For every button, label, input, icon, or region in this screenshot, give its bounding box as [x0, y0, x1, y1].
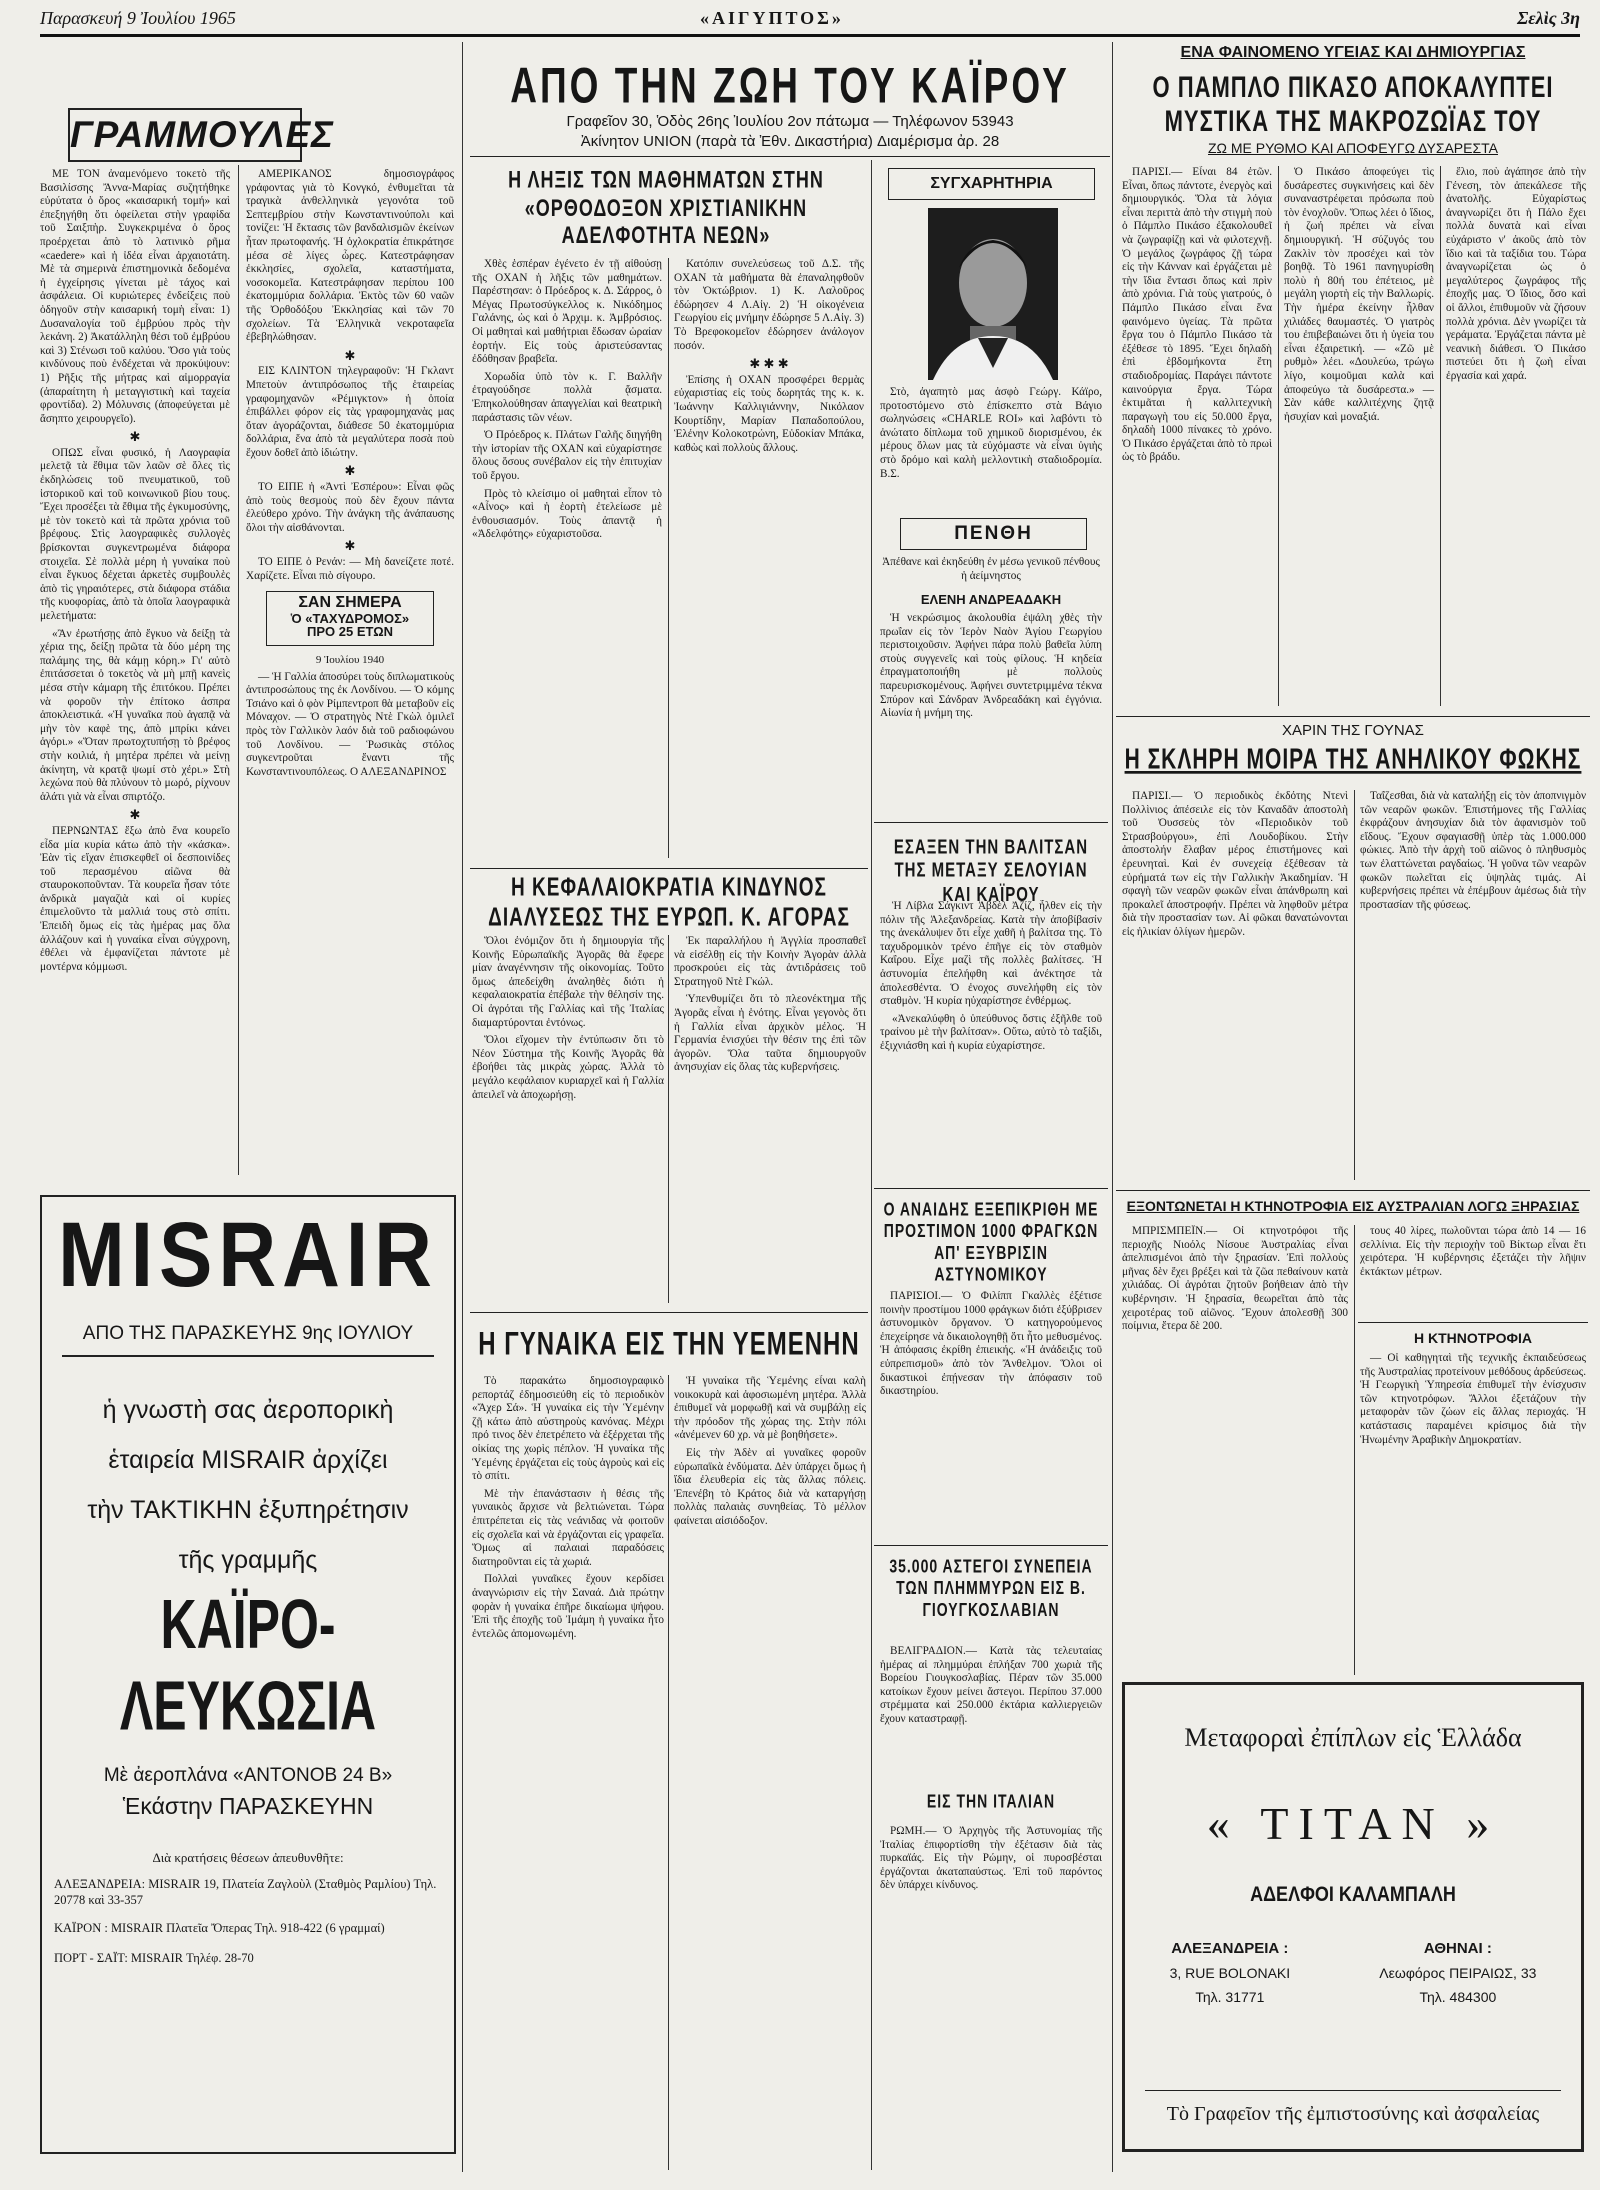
article-text: Ἐπίσης ἡ ΟΧΑΝ προσφέρει θερμὰς εὐχαριστίας εἰς τοὺς δωρητάς της κ. κ. Ἰωάννην Καλλιγιάννην, Νικόλαον Κουρτίδην, Μαρίαν Παπαδοπούλου, Ἑλένην Κολοκοτρώνη, Εὐδοκίαν Μπάκα, καθὼς καὶ πολλοὺς ἄλλους. [674, 373, 864, 454]
australia-column-1: ΜΠΡΙΣΜΠΕΪΝ.— Οἱ κτηνοτρόφοι τῆς περιοχῆς Νιοόλς Νίσουε Ἀυστραλίας εἶναι ἀπελπισμένοι ἀπὸ τὴν ξηρασίαν. Ἐπὶ πολλοὺς μῆνας δὲν ἔχει βρέξει καὶ τὰ ζῶα πεθαίνουν κατὰ χιλιάδας. Οἱ ἀγρόται ζητοῦν βοήθειαν ἀπὸ τὴν κυβέρνησιν. Ἡ ξηρασία, θεωρεῖται ἀπὸ τὰς χειροτέρας τοῦ αἰῶνος. Ἔχουν ἀπολεσθῇ 300 ποίμνια, ἕτερα δὲ 200. [1122, 1225, 1348, 1333]
page-number: Σελὶς 3η [1517, 8, 1580, 28]
titan-ath-address: Λεωφόρος ΠΕΙΡΑΙΩΣ, 33 [1379, 1965, 1537, 1981]
column-rule [1278, 166, 1279, 706]
article-text: Ἡ γυναίκα τῆς Ὑεμένης εἶναι καλὴ νοικοκυρὰ καὶ ἀφοσιωμένη μητέρα. Ἀλλὰ ἐπιθυμεῖ νὰ μορφωθῇ καὶ νὰ συμβάλῃ εἰς τὴν πρόοδον τῆς χώρας της. Στὴν πόλι «ἀνέμενεν 60 χρ. νὰ μὲ βοηθήσετε». [674, 1375, 866, 1442]
article-text: ΤΟ ΕΙΠΕ ὁ Ρενάν: — Μὴ δανείζετε ποτέ. Χαρίζετε. Εἶναι πιὸ σίγουρο. [246, 556, 454, 582]
separator-star: ✱ [344, 463, 356, 479]
misrair-line-1: ἡ γνωστὴ σας ἀεροπορικὴ [102, 1396, 394, 1424]
picasso-column-1: ΠΑΡΙΣΙ.— Εἶναι 84 ἐτῶν. Εἶναι, ὅπως πάντοτε, ἐνεργὸς καὶ δημιουργικός. Ὅλα τὰ λόγια εἶναι περιττὰ ἀπὸ τὴν στιγμὴ ποὺ ὁ Πάμπλο Πικάσο ἐξακολουθεῖ νὰ ζωγραφίζῃ καὶ νὰ φιλοτεχνῇ. Ὁ μεγάλος ζωγράφος ζῇ τώρα εἰς τὴν Κάνναν καὶ ἐργάζεται μὲ τὴν ἴδια ἔντασι ὅπως καὶ πρὶν ἀπὸ χρόνια. Γιὰ τοὺς γιατρούς, ὁ Πάμπλο Πικάσο εἶναι ἕνα φαινόμενο ὑγείας. Τὰ πρῶτα ἔργα του ὁ Πάμπλο Πικάσο τὰ ἐξέθεσε τὸ 1895. Ἔχει δηλαδὴ ἐπὶ ἑβδομήκοντα ἔτη σταδιοδρομίας. Παράγει πάντοτε καινούργια ἔργα. Τώρα ἐκτιμᾶται ἡ καλλιτεχνικὴ παραγωγὴ του εἰς 50.000 ἔργα, δηλαδὴ 1000 πίνακες τὸ χρόνο. Ὁ Πικάσο ἐργάζεται ἀπὸ τὸ πρωὶ ὡς τὸ βράδυ. [1122, 166, 1272, 464]
article-text: Τὸ παρακάτω δημοσιογραφικὸ ρεπορτάζ ἐδημοσιεύθη εἰς τὸ περιοδικὸν «Ἄχερ Σά». Ἡ γυναίκα εἰς τὴν Ὑεμένην ζῇ κάτω ἀπὸ αὐστηροὺς κανόνας. Μέχρι πρό τινος δὲν ἐπετρέπετο νὰ ἐξέρχεται τῆς οἰκίας της χωρὶς πέπλον. Ἡ γυναίκα τῆς Ὑεμένης ἐργάζεται εἰς τοὺς ἀγροὺς καὶ εἰς τὸ σπίτι. [472, 1375, 664, 1483]
titan-advertisement [1122, 1682, 1584, 2152]
epimorfi-headline: Ο ΑΝΑΙΔΗΣ ΕΞΕΠΙΚΡΙΘΗ ΜΕ ΠΡΟΣΤΙΜΟΝ 1000 ΦΡΑΓΚΩΝ ΑΠ' ΕΞΥΒΡΙΣΙΝ ΑΣΤΥΝΟΜΙΚΟΥ [883, 1198, 1099, 1285]
picasso-column-2: Ὁ Πικάσο ἀποφεύγει τὶς δυσάρεστες συγκινήσεις καὶ δὲν συναναστρέφεται πρόσωπα ποὺ τὸν ἐνοχλοῦν. Ὅπως λέει ὁ ἴδιος, ἡ ζωή πρέπει νὰ εἶναι δημιουργική. Ἡ σύζυγός του Ζακλὶν τὸν προσέχει καὶ τὸν βοηθᾷ. Τὸ 1961 πανηγυρίσθη πολὺ ἡ 80ή του ἐπέτειος, μὲ μεγάλη γιορτὴ εἰς τὴν Βαλλωρίς. Τὴν ἡμέρα ἐκείνην ἦλθαν χιλιάδες θαυμαστές. Ὁ γιατρὸς του ἐπιβεβαιώνει ὅτι ἡ ὑγεία του εἶναι ἐξαιρετική. — «Ζῶ μὲ ρυθμὸ» λέει. «Δουλεύω, τρώγω λίγο, κοιμοῦμαι καλὰ καὶ ἀποφεύγω τὰ δυσάρεστα.» — Σὰν κάθε καλλιτέχνης ζητᾷ ἡσυχίαν καὶ μοναξιά. [1284, 166, 1434, 423]
column-rule [1354, 1225, 1355, 1675]
article-text: — Ἡ Γαλλία ἀποσύρει τοὺς διπλωματικοὺς ἀντιπροσώπους της ἐκ Λονδίνου. — Ὁ κόμης Τσιάνο καὶ ὁ φὸν Ρίμπεντροπ θὰ μεταβοῦν εἰς Μόναχον. — Ὁ στρατηγὸς Ντὲ Γκὼλ ὁμιλεῖ πρὸς τὸν Γαλλικὸν λαόν διὰ τοῦ ραδιοφώνου τοῦ Λονδίνου. — Ῥωσικὰς στόλος συγκεντροῦται ἔναντι τῆς Κωνσταντινουπόλεως. Ο ΑΛΕΞΑΝΔΡΙΝΟΣ [246, 670, 454, 778]
newspaper-name: «ΑΙΓΥΠΤΟΣ» [700, 8, 844, 28]
separator-star: ✱ [129, 807, 141, 823]
titan-alex-city: ΑΛΕΞΑΝΔΡΕΙΑ : [1171, 1940, 1289, 1957]
yemen-rule-top [470, 1312, 868, 1313]
article-text: Πολλαὶ γυναῖκες ἔχουν κερδίσει ἀναγνώρισιν εἰς τὴν Σαναά. Διὰ πρώτην φορὰν ἡ γυναίκα ἐπῆρε δικαίωμα ψήφου. Ἐπὶ τῆς ἐποχῆς τοῦ Ἰμάμη ἡ γυναίκα ἦτο ἐντελῶς ἀπομονωμένη. [472, 1573, 664, 1640]
penthi-text: Ἡ νεκρώσιμος ἀκολουθία ἐψάλη χθὲς τὴν πρωΐαν εἰς τὸν Ἱερὸν Ναὸν Ἁγίου Γεωργίου περιστοιχοῦσιν. Ἀφήνει πάρα πολὺ βαθεῖα λύπη στοὺς συγγενεῖς καὶ τοὺς φίλους. Ἡ κηδεία ἐπραγματοποιήθη μὲ πολλοὺς παρευρισκομένους. Ἀφήνει συντετριμμένα τέκνα Σπύρον καὶ Σάνδραν Ἀνδρεαδάκη καὶ ἐγγόνια. Αἰωνία ἡ μνήμη της. [880, 612, 1102, 720]
portrait-silhouette [928, 208, 1058, 380]
article-text: Ἐκ παραλλήλου ἡ Ἀγγλία προσπαθεῖ νὰ εἰσέλθῃ εἰς τὴν Κοινὴν Ἀγορὰν ἀλλὰ προσκρούει εἰς τὰς ἀντιδράσεις τοῦ Στρατηγοῦ Ντὲ Γκώλ. [674, 935, 866, 988]
cairo-section-title: ΑΠΟ ΤΗΝ ΖΩΗ ΤΟΥ ΚΑΪΡΟΥ [510, 58, 1070, 114]
ktino-rule-top [1358, 1322, 1588, 1323]
article-text: Εἰς τὴν Ἀδὲν αἱ γυναῖκες φοροῦν εὐρωπαϊκὰ ἐνδύματα. Δὲν ὑπάρχει ὅμως ἡ ἴδια ἐλευθερία εἰς τὰς ἄλλας πόλεις. Ἐπενέβη τὸ Κράτος διὰ νὰ καταργήσῃ πολλὰς παλαιὰς συνηθείας. Τὸ μέλλον φαίνεται αἰσιόδοξον. [674, 1446, 866, 1527]
epimorfi-rule-top [874, 1188, 1108, 1189]
san-simera-box [266, 591, 434, 646]
esaxe-rule-top [874, 822, 1108, 823]
misrair-line-3: τὴν ΤΑΚΤΙΚΗΝ ἐξυπηρέτησιν [87, 1496, 409, 1524]
yemen-column-1 [472, 1375, 664, 2170]
separator-star: ✱ ✱ ✱ [749, 356, 789, 372]
titan-alex-phone: Τηλ. 31771 [1195, 1989, 1265, 2005]
issue-date: Παρασκευή 9 Ἰουλίου 1965 [40, 8, 236, 28]
yemen-headline: Η ΓΥΝΑΙΚΑ ΕΙΣ ΤΗΝ ΥΕΜΕΝΗΝ [478, 1326, 860, 1363]
foka-headline: Η ΣΚΛΗΡΗ ΜΟΙΡΑ ΤΗΣ ΑΝΗΛΙΚΟΥ ΦΩΚΗΣ [1124, 744, 1582, 776]
article-text: ΕΙΣ ΚΛΙΝΤΟΝ τηλεγραφοῦν: Ἡ Γκλαντ Μπετοὺν ἀντιπρόσωπος τῆς ἑταιρείας γραφομηχανῶν «Ρέμιγκτον» ἡ ὁποία ἐπιβάλλει φόρον εἰς τὰς γραφομηχανὰς μας ὅταν ἀγοράζονται, διάθεσε 50 ἑκατομμύρια δολλάρια, ἕνα ἀπὸ τὰ μεγαλύτερα ποσὰ ποὺ ἔχουν δοθεῖ ἀπὸ ἰδιώτην. [246, 365, 454, 459]
page-column-rule [462, 42, 463, 2172]
page-header [40, 6, 1580, 37]
article-text: Ὑπενθυμίζει ὅτι τὸ πλεονέκτημα τῆς Ἀγορᾶς εἶναι ἡ ἑνότης. Εἶναι γεγονὸς ὅτι ἡ Γαλλία εἶναι ἀρχικὸν μέλος. Ἡ Γερμανία ἐνισχύει τὴν θέσιν της ἐπὶ τῶν ἀγορῶν. Ὅλα ταῦτα δημιουργοῦν ἀνησυχίαν εἰς ὅλας τὰς κυβερνήσεις. [674, 993, 866, 1074]
esaxe-text [880, 900, 1102, 1180]
penthi-title: ΠΕΝΘΗ [954, 523, 1033, 544]
penthi-intro: Ἀπέθανε καὶ ἐκηδεύθη ἐν μέσω γενικοῦ πένθους ἡ ἀείμνηστος [882, 556, 1100, 582]
picasso-kicker: ΕΝΑ ΦΑΙΝΟΜΕΝΟ ΥΓΕΙΑΣ ΚΑΙ ΔΗΜΙΟΥΡΓΙΑΣ [1180, 44, 1526, 61]
misrair-route: ΚΑΪΡΟ-ΛΕΥΚΩΣΙΑ [119, 1585, 377, 1745]
san-simera-subtitle: Ὁ «ΤΑΧΥΔΡΟΜΟΣ» ΠΡΟ 25 ΕΤΩΝ [290, 610, 410, 640]
column-rule [238, 165, 239, 1175]
article-text: Μὲ τὴν ἐπανάστασιν ἡ θέσις τῆς γυναικὸς ἄρχισε νὰ βελτιώνεται. Τώρα ἐπιτρέπεται εἰς τὰς νεάνιδας νὰ φοιτοῦν εἰς σχολεῖα καὶ νὰ ἐργάζονται εἰς γραφεῖα. Ὅμως αἱ παλαιαὶ παραδόσεις διατηροῦνται εἰς τὰ χωριά. [472, 1487, 664, 1568]
cairo-address-line-2: Ἀκίνητον UNION (παρὰ τὰ Ἐθν. Δικαστήρια) Διαμέρισμα ἀρ. 28 [580, 133, 1000, 150]
column-rule [1440, 166, 1441, 706]
italia-text: ΡΩΜΗ.— Ὁ Ἀρχηγὸς τῆς Ἀστυνομίας τῆς Ἰταλίας ἐπιφορτίσθη τὴν ἐξέτασιν διὰ τὰς πυρκαϊάς. Εἰς τὴν Ρώμην, οἱ πυροσβέσται ἐργάζονται ἀκαταπαύστως. Ἐπὶ τοῦ παρόντος δὲν ὑπάρχει κίνδυνος. [880, 1825, 1102, 1892]
titan-athens [1379, 1937, 1536, 2009]
cairo-title-rule [470, 156, 1110, 157]
titan-alexandria [1170, 1937, 1291, 2009]
kefal-headline: Η ΚΕΦΑΛΑΙΟΚΡΑΤΙΑ ΚΙΝΔΥΝΟΣ ΔΙΑΛΥΣΕΩΣ ΤΗΣ ΕΥΡΩΠ. Κ. ΑΓΟΡΑΣ [488, 874, 850, 932]
grammoules-column-1 [40, 168, 230, 1173]
cairo-address-line-1: Γραφεῖον 30, Ὁδὸς 26ης Ἰουλίου 2ον πάτωμα — Τηλέφωνον 53943 [566, 113, 1014, 130]
synch-title-box [888, 168, 1095, 200]
article-text: ΟΠΩΣ εἶναι φυσικό, ἡ Λαογραφία μελετᾷ τὰ ἔθιμα τῶν λαῶν σὲ ὅλες τὶς ἐκδηλώσεις τοῦ πνευματικοῦ, τοῦ ἱστορικοῦ καὶ τοῦ κοινωνικοῦ βίου τους. Ἔχει προσέξει τὰ ἔθιμα τῆς ἐγκυμοσύνης, μὲ τὸν τοκετὸ καὶ τὰ πρῶτα χρόνια τοῦ βρέφους. Στὶς λαογραφικὲς συλλογὲς βρίσκονται συγκεντρωμένα διάφορα στοιχεῖα. Σὲ πολλὰ μέρη ἡ γυναίκα ποὺ εἶναι ἔγκυος δέχεται ἀρκετὲς συμβουλὲς ἀπὸ τὶς γηραιότερες, στὰ διάφορα στάδια τῆς κυοφορίας, ἀπὸ τὰ ὁποῖα λαογραφικὰ μελετήματα: [40, 446, 230, 622]
picasso-subhead: ΖΩ ΜΕ ΡΥΘΜΟ ΚΑΙ ΑΠΟΦΕΥΓΩ ΔΥΣΑΡΕΣΤΑ [1207, 140, 1498, 156]
article-text: ΑΜΕΡΙΚΑΝΟΣ δημοσιογράφος γράφοντας γιὰ τὸ Κονγκό, ἐνθυμεῖται τὰ τραγικὰ ἀνθελληνικὰ γεγονότα τοῦ Σεπτεμβρίου στὴν Κωνσταντινούπολι καὶ τονίζει: Ἡ ἔκτασις τῶν βανδαλισμῶν ἐκείνων ἦταν πρωτοφανής. Ἡ ὀχλοκρατία ἐπικράτησε μέσα σὲ λίγες ὧρες. Κατεστράφησαν ἐκκλησίες, σχολεῖα, καταστήματα, νοσοκομεῖα. Κατεστράφησαν περίπου 100 ἐκατομμύρια δολλάρια. Ἐκτὸς τῶν 60 ναῶν τῆς Ὀρθοδόξου Ἐκκλησίας καὶ τῶν 70 σχολείων. Τὰ Ἑλληνικὰ νεκροταφεῖα ἐβεβηλώθησαν. [246, 168, 454, 344]
australia-column-2: τους 40 λίρες, πωλοῦνται τώρα ἀπὸ 14 — 16 σελλίνια. Εἰς τὴν περιοχὴν τοῦ Βίκτωρ εἶναι ἔτι χειρότερα. Ἡ κυβέρνησις ἐξετάζει τὴν λῆψιν ἐκτάκτων μέτρων. [1360, 1225, 1586, 1278]
article-text: ΠΕΡΝΩΝΤΑΣ ἔξω ἀπὸ ἕνα κουρεῖο εἶδα μία κυρία κάτω ἀπὸ τὴν «κάσκα». Ἐὰν τὶς εἴχαν ἐπισκεφθεῖ οἱ δεσποινίδες τοῦ περασμένου αἰῶνα θὰ σταυροκοποῦνταν. Τὰ κουρεῖα ἦσαν τότε ἀνδρικὰ μαγαζιὰ καὶ οἱ κυρίες ἐπιμελοῦντο τὰ μαλλιά τους στὸ σπίτι. Ἐπειδὴ ὅμως εἰς τὰς ἡμέρας μας ὅλα ἀλλάζουν καὶ ἡ γυναίκα εἶναι σύγχρονη, ἐθέλει νὰ ἐμφανίζεται πάντοτε μὲ μοντέρνα κόμμωσι. [40, 824, 230, 973]
kefal-rule-top [470, 868, 868, 869]
article-text: ΜΕ ΤΟΝ ἀναμενόμενο τοκετὸ τῆς Βασιλίσσης Ἄννα-Μαρίας συζητήθηκε εὐρύτατα ὁ ὅρος «καισαρική τομή» καὶ ἐπεξηγήθη ὅτι ὀφείλεται στὴν γραφίδα τοῦ Σαιξπὴρ. Συγκεκριμένα ὁ ὅρος προέρχεται ἀπὸ τὸ λατινικὸ ρῆμα «caedere» καὶ ἡ ἰδέα εἶναι ἀρχαιοτάτη. Μὲ τὰ σημερινὰ ἐπιστημονικὰ δεδομένα ἡ ἐγχείρησις γίνεται μὲ τάχος καὶ ἀσφάλεια. Οἱ κυριώτερες ἐνδείξεις ποὺ ὁδηγοῦν στὴν καισαρική τομὴ εἶναι: 1) Δυσαναλογία τοῦ ἐμβρύου πρὸς τὴν λεκάνη. 2) Ἀκατάλληλη θέσι τοῦ ἐμβρύου καὶ 3) Στένωσι τοῦ καλύου. Ὅσο γιὰ τοὺς κινδύνους ποὺ ἐνδέχεται νὰ προκύψουν: 1) Ρῆξις τῆς μήτρας καὶ αἱμορραγία (ἀπαραίτητη ἡ μεταγγιστικὴ καὶ ταχεία φροντίδα). 2) Μόλυνσις (ἀποφεύγεται μὲ ἄσηπτο χειρουργεῖο). [40, 168, 230, 425]
foka-kicker: ΧΑΡΙΝ ΤΗΣ ΓΟΥΝΑΣ [1282, 722, 1424, 739]
article-text: ΤΟ ΕΙΠΕ ἡ «Ἀντὶ Ἐσπέρου»: Εἶναι φῶς ἀπὸ τοὺς θεσμοὺς ποὺ δὲν ἔχουν πάντα ἐλεύθερο χρόνο. Τὴν ἀνάγκη τῆς ἀνάπαυσης ὅλοι τὴν αἰσθάνονται. [246, 481, 454, 534]
grammoules-title: ΓΡΑΜΜΟΥΛΕΣ [70, 114, 334, 155]
article-text: Ἡ Λίβλα Σάγκιντ Ἀβδὲλ Ἀζίζ, ἦλθεν εἰς τὴν πόλιν τῆς Ἀλεξανδρείας. Κατὰ τὴν ἀποβίβασίν της ἀνεκάλυψεν ὅτι εἶχε χαθῆ ἡ βαλίτσα της. Τὸ ταχυδρομικὸν τρένο ἐπῆγε εἰς τὸν σταθμὸν Καΐρου. Εἶχε μαζὶ τῆς πολλὲς βαλίτσες. Ἡ ἀστυνομία ἐπελήφθη καὶ ἀνέκτησε τὰ ἀπολεσθέντα. Ὁ ἐνοχος συνελήφθη εἰς τὸν σταθμὸν. Ἡ κυρία ηὐχαρίστησε ἐνθέρμως. [880, 900, 1102, 1008]
misrair-contact-intro: Διὰ κρατήσεις θέσεων ἀπευθυνθῆτε: [152, 1850, 344, 1865]
san-simera-date: 9 Ἰουλίου 1940 [315, 654, 385, 666]
article-text: Κατόπιν συνελεύσεως τοῦ Δ.Σ. τῆς ΟΧΑΝ τὰ μαθήματα θὰ ἐπαναληφθοῦν τὸν Ὀκτώβριον. 1) Κ. Λαλοῦρος ἐδώρησεν 4 Λ.Αἰγ. 2) Ἡ οἰκογένεια Γεωργίου εἰς μνήμην ἐδώρησε 5 Λ.Αἰγ. 3) Τὸ Βρεφοκομεῖον ἐδώρησεν ἀνάλογον ποσόν. [674, 258, 864, 352]
separator-star: ✱ [344, 347, 356, 363]
astegoi-rule-top [874, 1545, 1108, 1546]
titan-intro: Μεταφοραὶ ἐπίπλων εἰς Ἑλλάδα [1184, 1723, 1522, 1752]
misrair-cairo: ΚΑΪΡΟΝ : MISRAIR Πλατεῖα Ὄπερας Τηλ. 918-422 (6 γραμμαί) [54, 1921, 385, 1935]
yemen-column-2 [674, 1375, 866, 2170]
penthi-name: ΕΛΕΝΗ ΑΝΔΡΕΑΔΑΚΗ [920, 592, 1062, 607]
italia-headline: ΕΙΣ ΤΗΝ ΙΤΑΛΙΑΝ [926, 1790, 1056, 1812]
penthi-title-box [900, 518, 1087, 550]
article-text: Ὅλοι ἐνόμιζον ὅτι ἡ δημιουργία τῆς Κοινῆς Εὐρωπαϊκῆς Ἀγορᾶς θὰ ἔφερε μίαν ἀναγέννησιν τῆς οἰκονομίας. Τοῦτο ὅμως ἀπεδείχθη ἀναληθὲς διότι ἡ κεφαλαιοκρατία ἐπέβαλε τὴν θέλησίν της. Οἱ ἀγρόται τῆς Γαλλίας καὶ τῆς Ἰταλίας διαμαρτύρονται ἐντόνως. [472, 935, 664, 1029]
article-text: «Ἀνεκαλύφθη ὁ ὑπεύθυνος ὅστις ἐξῆλθε τοῦ τραίνου μὲ τὴν βαλίτσαν». Οὕτω, αὐτὸ τὸ ταξίδι, ἐξιχνιάσθη καὶ ἡ κυρία εὐχαρίστησε. [880, 1012, 1102, 1052]
misrair-line-4: τῆς γραμμῆς [178, 1546, 318, 1574]
titan-name: « ΤΙΤΑΝ » [1206, 1798, 1500, 1849]
separator-star: ✱ [344, 538, 356, 554]
grammoules-column-2 [246, 168, 454, 1173]
column-rule [871, 160, 872, 2170]
article-text: Ὅλοι εἴχομεν τὴν ἐντύπωσιν ὅτι τὸ Νέον Σύστημα τῆς Κοινῆς Ἀγορᾶς θὰ ἐβοήθει τὰς μικρὰς χώρας. Ἀλλὰ τὸ μεγάλο κεφάλαιον κυριαρχεῖ καὶ ἡ Γαλλία ἀπειλεῖ νὰ ἀποχωρήσῃ. [472, 1034, 664, 1101]
australia-rule-top [1116, 1190, 1590, 1191]
titan-ath-phone: Τηλ. 484300 [1419, 1989, 1497, 2005]
synch-title: ΣΥΓΧΑΡΗΤΗΡΙΑ [930, 175, 1053, 192]
column-rule [1354, 790, 1355, 1180]
separator-star: ✱ [129, 429, 141, 445]
misrair-port-said: ΠΟΡΤ - ΣΑΪΤ: MISRAIR Τηλέφ. 28-70 [54, 1951, 254, 1965]
epimorfi-text: ΠΑΡΙΣΙΟΙ.— Ὁ Φιλίππ Γκαλλὲς ἐξέτισε ποινὴν προστίμου 1000 φράγκων διότι ἐξύβρισεν ἀστυνομικὸν ὅργανον. Ὁ κατηγορούμενος ἐπεχείρησε νὰ δικαιολογηθῇ ὅτι ἦτο μεθυσμένος. Ἡ ἀπόφασις ἐκρίθη ἐπιεικής. «Ἡ ἀνάδειξις τοῦ εὐπρεπισμοῦ» ἀπὸ τὸν Ἄνθελμον. Ὅλοι οἱ δικαστικοὶ ἐπῄνεσαν τὴν ἀπόφασιν τοῦ δικαστηρίου. [880, 1290, 1102, 1398]
portrait-photo [928, 208, 1058, 380]
article-text: Χθὲς ἑσπέραν ἐγένετο ἐν τῇ αἰθούσῃ τῆς ΟΧΑΝ ἡ λῆξις τῶν μαθημάτων. Παρέστησαν: ὁ Πρόεδρος κ. Δ. Σάρρος, ὁ Μέγας Πρωτοσύγκελλος κ. Νικόδημος Γαλάνης, ὡς καὶ ὁ Ἀρχιμ. κ. Ἀμβρόσιος. Οἱ μαθηταὶ καὶ μαθήτριαι ἔδωσαν ὡραίαν ἑορτήν. Εἰς τοὺς ἀριστεύσαντας ἐδόθησαν βραβεῖα. [472, 258, 662, 366]
foka-column-2: Ταΐζεσθαι, διὰ νὰ καταλήξῃ εἰς τὸν ἀποπνιγμὸν τῶν νεαρῶν φωκῶν. Ἐπιστήμονες τῆς Γαλλίας ἐκφράζουν ἀνησυχίαν διὰ τὸν ἀφανισμὸν τοῦ εἴδους. Ἔχουν σφαγιασθῇ ὑπὲρ τὰς 1.000.000 φώκιες. Ἀπὸ τὴν ἀρχὴ τοῦ αἰῶνος ὁ πληθυσμὸς των ἐλαττώνεται ραγδαίως. Ἡ γοῦνα τῶν νεαρῶν φωκῶν πωλεῖται εἰς ὑψηλὰς τιμάς. Αἱ κυβερνήσεις πρέπει νὰ ἐπέμβουν ἀμέσως διὰ τὴν προστασίαν τῆς φύσεως. [1360, 790, 1586, 911]
titan-alex-address: 3, RUE BOLONAKI [1169, 1965, 1291, 1981]
titan-footer: Τὸ Γραφεῖον τῆς ἐμπιστοσύνης καὶ ἀσφαλείας [1166, 2103, 1540, 2125]
column-rule [668, 258, 669, 858]
synch-text: Στὸ, ἀγαπητὸ μας ἀσφὸ Γεώργ. Κάϊρο, προτοστόμενο στὸ ἐπίσκεπτο στὰ Βάγιο σωληνώσεις «CHARLE ROI» καὶ λαβόντι τὸ ἀνώτατο δίπλωμα τοῦ χημικοῦ διορισμένου, ἐκ μέρους ὅλων μας τὰ εὐχόμαστε νὰ εἶναι ὑγιὴς στὸ δρόμο καὶ καλὴ μελλοντικὴ σταδιοδρομία. Β.Σ. [880, 386, 1102, 480]
kefal-column-1 [472, 935, 664, 1305]
lixis-column-2 [674, 258, 864, 863]
lixis-column-1 [472, 258, 662, 863]
ktino-headline: Η ΚΤΗΝΟΤΡΟΦΙΑ [1413, 1330, 1533, 1346]
titan-owners: ΑΔΕΛΦΟΙ ΚΑΛΑΜΠΑΛΗ [1250, 1881, 1456, 1906]
titan-footer-rule [1145, 2090, 1561, 2091]
san-simera-title: ΣΑΝ ΣΗΜΕΡΑ [298, 594, 402, 612]
article-text: Πρὸς τὸ κλείσιμο οἱ μαθηταὶ εἶπον τὸ «Αἶνος» καὶ ἡ ἑορτὴ ἐτελείωσε μὲ ἐνθουσιασμόν. Τοὺς ἀπαντᾷ ἡ «Ἀδελφότης» εὐχαριστοῦσα. [472, 487, 662, 541]
misrair-frequency: Ἑκάστην ΠΑΡΑΣΚΕΥΗΝ [122, 1793, 374, 1819]
misrair-start-date: ΑΠΟ ΤΗΣ ΠΑΡΑΣΚΕΥΗΣ 9ης ΙΟΥΛΙΟΥ [62, 1323, 434, 1357]
astegoi-text: ΒΕΛΙΓΡΑΔΙΟΝ.— Κατὰ τὰς τελευταίας ἡμέρας αἱ πλημμύραι ἐπλήξαν 700 χωριὰ τῆς Βορείου Γιουγκοσλαβίας. Πέραν τῶν 35.000 κατοίκων ἔχουν μείνει ἄστεγοι. Περίπου 37.000 στρέμματα καὶ 250.000 ἐκτάρια καλλιεργειῶν ἔχουν καταστραφῇ. [880, 1645, 1102, 1725]
misrair-plane: Μὲ ἀεροπλάνα «ΑΝΤΟΝΟΒ 24 Β» [103, 1765, 393, 1786]
column-rule [668, 1375, 669, 2170]
ktino-text: — Οἱ καθηγηταὶ τῆς τεχνικῆς ἐκπαιδεύσεως τῆς Ἀυστραλίας προτείνουν μεθόδους ἀρδεύσεως. Ἡ Γεωργικὴ Ὑπηρεσία ἐπιθυμεῖ τὴν ἐνίσχυσιν τῶν κτηνοτρόφων. Ἄλλοι ἐξετάζουν τὴν μεταφορὰν τῶν ζώων εἰς ἄλλας περιοχάς. Ἡ κατάστασις παραμένει κρίσιμος διὰ τὴν Ἡνωμένην Ἀραβικὴν Δημοκρατίαν. [1360, 1352, 1586, 1446]
misrair-alexandria: ΑΛΕΞΑΝΔΡΕΙΑ: MISRAIR 19, Πλατεία Ζαγλοὺλ (Σταθμὸς Ραμλίου) Τηλ. 20778 καὶ 33-357 [54, 1877, 437, 1907]
esaxe-headline: ΕΣΑΞΕΝ ΤΗΝ ΒΑΛΙΤΣΑΝ ΤΗΣ ΜΕΤΑΞΥ ΣΕΛΟΥΙΑΝ ΚΑΙ ΚΑΪΡΟΥ [893, 836, 1089, 906]
misrair-brand: MISRAIR [58, 1203, 438, 1306]
column-rule [668, 935, 669, 1303]
grammoules-title-box [68, 108, 334, 162]
australia-headline: ΕΞΟΝΤΩΝΕΤΑΙ Η ΚΤΗΝΟΤΡΟΦΙΑ ΕΙΣ ΑΥΣΤΡΑΛΙΑΝ ΛΟΓΩ ΞΗΡΑΣΙΑΣ [1126, 1198, 1580, 1214]
article-text: Ὁ Πρόεδρος κ. Πλάτων Γαλῆς διηγήθη τὴν ἱστορίαν τῆς ΟΧΑΝ καὶ εὐχαρίστησε ὅλους ὅσους συνέβαλον εἰς τὴν ἐπιτυχίαν τοῦ ἔργου. [472, 429, 662, 482]
picasso-column-3: ἔλιο, ποὺ ἀγάπησε ἀπὸ τὴν Γένεση, τὸν ἀπεκάλεσε τῆς ἀνατολῆς. Εὐχαρίστως ἀναγνωρίζει ὅτι ἡ Πάλο ἔχει πολλὰ δυνατὰ καὶ εἶναι εὐχάριστο ν' ἀκοῦς ἀπὸ τὸν ἴδιο καὶ τὰ ταξίδια του. Τώρα ἀναγνωρίζεται ὡς ὁ μεγαλύτερος ζωγράφος τῆς ἐποχῆς μας. Ὁ ἴδιος, ὅσο καὶ οἱ ἄλλοι, ἐπιθυμοῦν νὰ ζήσουν πολλὰ χρόνια. Δὲν γνωρίζει τὰ γεράματα. Ἐργάζεται πάντα μὲ νεανικὴ διάθεσι. Ὁ Πικάσο πιστεύει ὅτι ἡ ζωὴ εἶναι ἐργασία καὶ χαρά. [1446, 166, 1586, 382]
misrair-line-2: ἑταιρεία MISRAIR ἀρχίζει [108, 1446, 388, 1474]
lixis-headline: Η ΛΗΞΙΣ ΤΩΝ ΜΑΘΗΜΑΤΩΝ ΣΤΗΝ «ΟΡΘΟΔΟΞΟΝ ΧΡΙΣΤΙΑΝΙΚΗΝ ΑΔΕΛΦΟΤΗΤΑ ΝΕΩΝ» [508, 166, 824, 249]
misrair-advertisement [40, 1195, 456, 2154]
article-text: «Ἂν ἐρωτήσῃς ἀπὸ ἔγκυο νὰ δείξῃ τὰ χέρια της, δείξῃ πρῶτα τὰ δύο μέρη της παλάμης της, θὰ κάμῃ κόρη.» Γι' αὐτὸ ἐπιτάσσεται ὁ τοκετὸς νὰ μὴ μπῇ κανεὶς μέσα στὴν κάμαρη τῆς ἐπιτόκου. Πρέπει νὰ φοροῦν τὴν ἐπίτοκο ἀσπρα ἀποκλειστικά. «Ἡ γυναῖκα ποὺ ἀγαπᾷ νὰ μὴν τὸν καφὲ της, ἀπὸ μπρίκι κάνει ἀγόρι.» «Ὅταν πρωτοχτυπήσῃ τὸ βρέφος στὴν κοιλιά, ἡ μητέρα πρέπει νὰ μείνῃ ἀκίνητη, νὰ κρατᾷ ψωμί στὸ χέρι.» Στὴ λεχώνα ποὺ θὰ πλύνουν τὸ μωρό, ρίχνουν ἀλάτι γιὰ νὰ εἶναι σπιρτόζο. [40, 627, 230, 803]
kefal-column-2 [674, 935, 866, 1305]
foka-rule-top [1116, 716, 1590, 717]
titan-ath-city: ΑΘΗΝΑΙ : [1423, 1940, 1492, 1957]
picasso-headline: Ο ΠΑΜΠΛΟ ΠΙΚΑΣΟ ΑΠΟΚΑΛΥΠΤΕΙ ΜΥΣΤΙΚΑ ΤΗΣ ΜΑΚΡΟΖΩΪΑΣ ΤΟΥ [1152, 70, 1554, 138]
astegoi-headline: 35.000 ΑΣΤΕΓΟΙ ΣΥΝΕΠΕΙΑ ΤΩΝ ΠΛΗΜΜΥΡΩΝ ΕΙΣ Β. ΓΙΟΥΓΚΟΣΛΑΒΙΑΝ [889, 1555, 1093, 1621]
article-text: Χορωδία ὑπὸ τὸν κ. Γ. Βαλλῆν ἐτραγούδησε πολλὰ ᾄσματα. Ἐπηκολούθησαν ἀπαγγελίαι καὶ θεατρικὴ παράστασις τῶν νέων. [472, 370, 662, 424]
page-column-rule [1112, 42, 1113, 2172]
foka-column-1: ΠΑΡΙΣΙ.— Ὁ περιοδικὸς ἐκδότης Ντενὶ Πολλὶνιος ἀπέσειλε εἰς τὸν Καναδᾶν ἀποστολὴ τοῦ Ὀυσσεὺς τὸν «Περιοδικὸν τοῦ Στρασβούργου», ἐπὶ Λουδοβίκου. Στὴν ἀποστολήν ἔλαβαν μέρος ἐπιστήμονες καὶ ἐρευνηταὶ. Καὶ ἐν συνεχείᾳ ἐξέθεσαν τὰ εὑρήματά των εἰς τὴν Γαλλικὴν Ἀκαδημίαν. Ἡ σφαγὴ τῶν νεαρῶν φωκῶν εἶναι ἀπάνθρωπη καὶ προκαλεῖ ἀποστροφήν. Πρέπει νὰ ληφθοῦν μέτρα διὰ τὴν προστασίαν των. Αἱ φῶκαι θανατώνονται εἰς ἡλικίαν ὀλίγων ἡμερῶν. [1122, 790, 1348, 938]
